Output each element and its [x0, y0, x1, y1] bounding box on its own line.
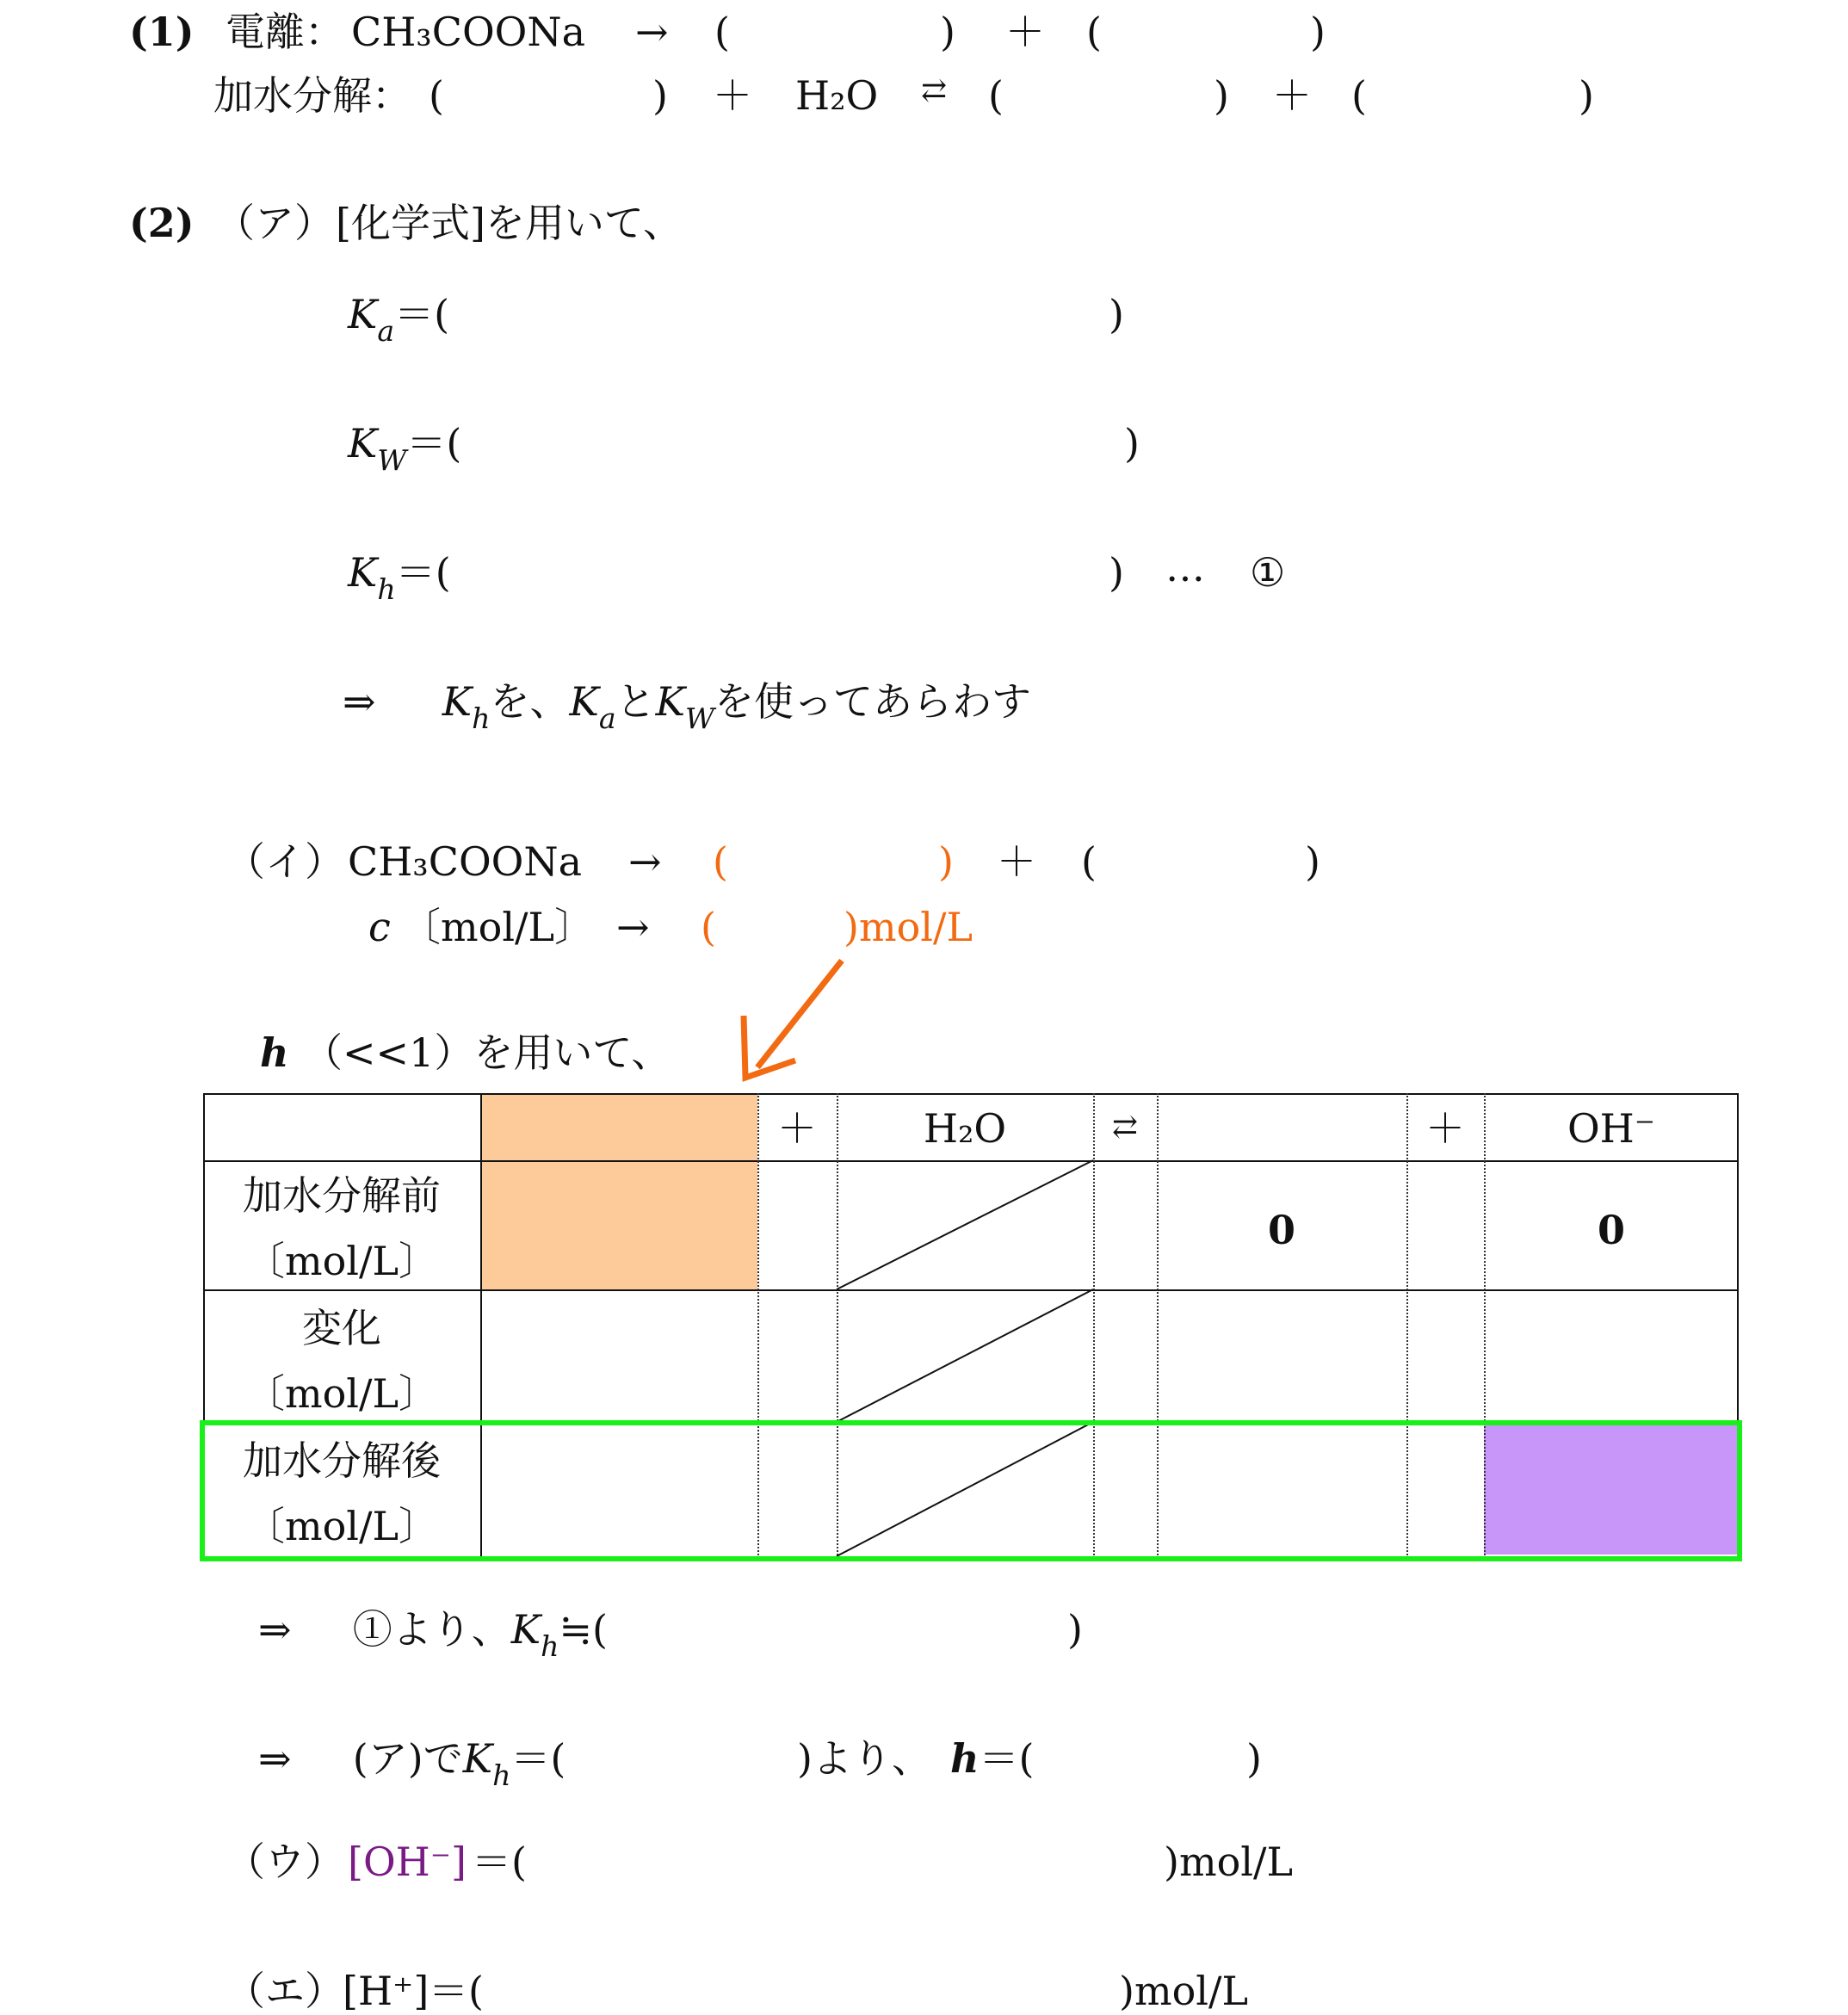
ka-letter: K: [569, 678, 599, 725]
q1-close-paren: ): [1310, 9, 1326, 55]
q1-ionization-formula: CH₃COONa: [351, 9, 586, 55]
part-b-formula: CH₃COONa: [348, 838, 583, 885]
header-water: H₂O: [923, 1105, 1007, 1152]
part-b-orange-open-paren: (: [713, 838, 728, 885]
hydrolysis-table: [203, 1093, 1739, 1558]
kw-subscript: W: [685, 701, 715, 735]
kw-letter: K: [655, 678, 685, 725]
q1-open-paren: (: [429, 72, 444, 119]
after-line-2: [258, 1735, 566, 1792]
kh-subscript: h: [492, 1758, 511, 1792]
kw-close-paren: ): [1124, 420, 1140, 467]
part-d-hydrogen-bracket: [H⁺]: [343, 1968, 430, 2014]
row-change-label: 変化: [302, 1305, 381, 1351]
kh-ref-mark: ①: [1250, 549, 1286, 596]
part-c-label: （ウ）: [226, 1839, 344, 1885]
row-before-col4-value: 0: [1267, 1207, 1295, 1253]
implies-arrow: ⇒: [258, 1606, 292, 1653]
row-change-unit: 〔mol/L〕: [244, 1370, 439, 1417]
header-equilibrium-arrow: ⇄: [1111, 1109, 1139, 1145]
part-b-arrow: →: [628, 838, 662, 885]
part-d-equals: ＝(: [429, 1968, 484, 2014]
q1-number: (1): [129, 9, 195, 55]
part-b-plus: ＋: [997, 838, 1036, 885]
conc-unit: 〔mol/L〕: [401, 904, 595, 950]
q1-close-paren: ): [652, 72, 668, 119]
part-b-orange-close-paren: ): [938, 838, 954, 885]
h-var: h: [950, 1735, 980, 1782]
q1-open-paren: (: [1351, 72, 1367, 119]
part-d-close-unit: )mol/L: [1119, 1968, 1249, 2014]
part-d-label: （エ）: [226, 1968, 344, 2014]
part-b-label: （イ）: [226, 838, 344, 885]
line2-h-expression: [950, 1735, 1035, 1782]
q1-plus: ＋: [1005, 9, 1045, 55]
kh-close-paren: ): [1109, 549, 1124, 596]
conclusion-text-1: を、: [490, 678, 570, 725]
q1-water: H₂O: [795, 72, 879, 119]
ka-close-paren: ): [1109, 291, 1124, 337]
q1-open-paren: (: [988, 72, 1004, 119]
after-row-green-frame: [200, 1420, 1742, 1561]
conclusion-text-2: と: [615, 678, 656, 725]
conc-arrow: →: [616, 904, 650, 950]
line1-approx: ≒(: [559, 1606, 608, 1653]
q1-equilibrium-arrow: ⇄: [921, 73, 948, 108]
kh-letter: K: [510, 1606, 541, 1653]
line2-close-paren: ): [1246, 1735, 1262, 1782]
conc-orange-result: )mol/L: [844, 904, 973, 950]
q1-open-paren: (: [1086, 9, 1102, 55]
conc-orange-open-paren: (: [701, 904, 716, 950]
q1-open-paren: (: [714, 9, 730, 55]
h-var: h: [260, 1029, 289, 1076]
kh-letter: K: [462, 1735, 493, 1782]
implies-arrow: ⇒: [258, 1735, 292, 1782]
q1-close-paren: ): [940, 9, 955, 55]
kw-subscript: W: [377, 442, 407, 477]
ka-subscript: a: [377, 313, 395, 348]
line1-prefix: ①より、: [352, 1606, 511, 1653]
kh-ellipsis: …: [1165, 544, 1205, 590]
kh-subscript: h: [541, 1629, 559, 1663]
q1-ionization-label: 電離：: [226, 9, 344, 55]
q1-close-paren: ): [1214, 72, 1229, 119]
part-a-intro: [化学式]を用いて、: [336, 200, 683, 246]
kw-equals: ＝(: [406, 420, 462, 467]
row-after-label: 加水分解後: [243, 1437, 441, 1484]
row-before-label: 加水分解前: [243, 1172, 441, 1219]
header-plus-1: ＋: [777, 1105, 817, 1152]
kh-letter: K: [348, 549, 378, 596]
row-before-unit: 〔mol/L〕: [244, 1238, 439, 1284]
after-line-1: [258, 1606, 608, 1663]
q1-close-paren: ): [1579, 72, 1594, 119]
row-before-col6-value: 0: [1597, 1207, 1625, 1253]
part-b-open-paren: (: [1081, 838, 1097, 885]
line2-middle: )より、: [797, 1735, 931, 1782]
q1-plus: ＋: [713, 72, 752, 119]
part-b-close-paren: ): [1305, 838, 1320, 885]
h-condition: （<<1）を用いて、: [303, 1029, 671, 1076]
conclusion-text-3: を使ってあらわす: [714, 678, 1032, 725]
kh-letter: K: [442, 678, 473, 725]
ka-equals: ＝(: [394, 291, 450, 337]
q1-arrow: →: [635, 9, 669, 55]
kh-equals: ＝(: [395, 549, 451, 596]
q1-hydrolysis-label: 加水分解：: [213, 72, 411, 119]
part-c-hydroxide-bracket: [OH⁻]: [348, 1839, 467, 1885]
header-plus-2: ＋: [1425, 1105, 1465, 1152]
line1-close-paren: ): [1067, 1606, 1083, 1653]
ka-subscript: a: [598, 701, 616, 735]
row-after-unit: 〔mol/L〕: [244, 1503, 439, 1549]
conc-var: c: [368, 904, 391, 950]
part-c-close-unit: )mol/L: [1164, 1839, 1294, 1885]
implies-arrow: ⇒: [343, 678, 376, 725]
q2-number: (2): [129, 200, 195, 246]
kh-subscript: h: [377, 572, 396, 606]
kh-subscript: h: [472, 701, 491, 735]
part-c-equals: ＝(: [472, 1839, 527, 1885]
line2-equals: ＝(: [510, 1735, 566, 1782]
h-equals: ＝(: [979, 1735, 1035, 1782]
kw-letter: K: [348, 420, 378, 467]
header-hydroxide: OH⁻: [1567, 1105, 1656, 1152]
q1-plus: ＋: [1272, 72, 1312, 119]
part-a-label: （ア）: [215, 200, 334, 246]
line2-prefix: (ア)で: [352, 1735, 463, 1782]
ka-letter: K: [348, 291, 378, 337]
